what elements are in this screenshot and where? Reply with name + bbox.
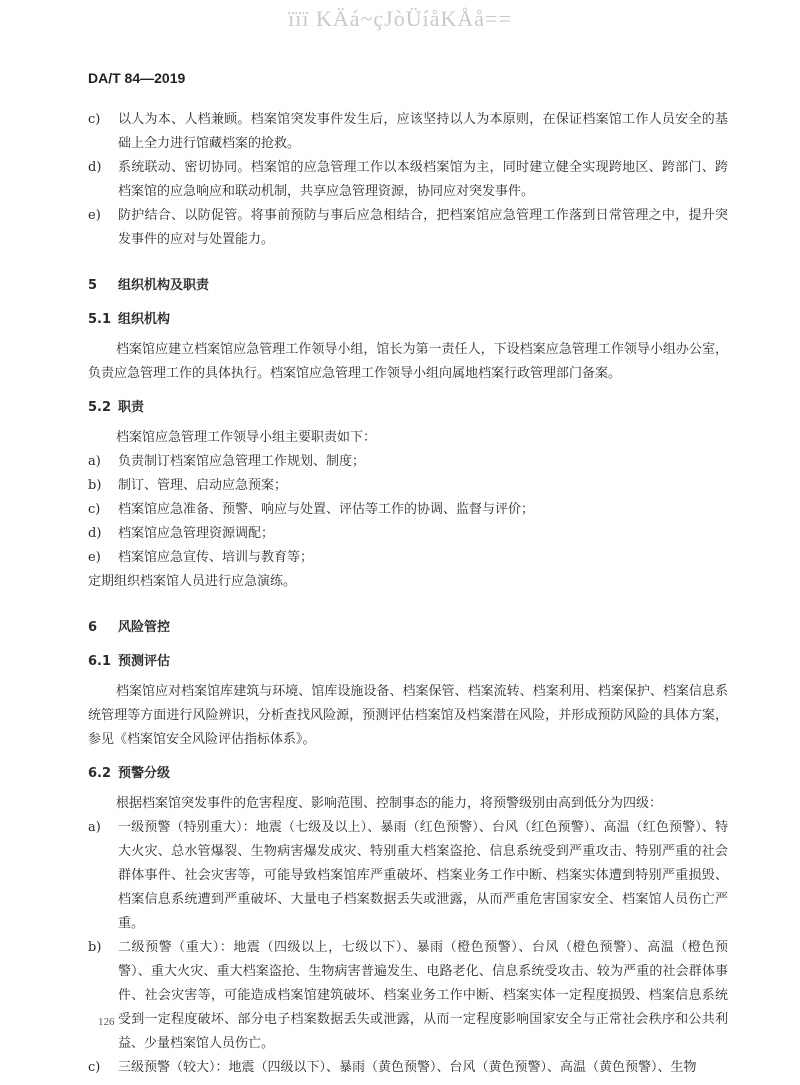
list-marker: a) xyxy=(88,820,101,835)
list-item xyxy=(88,498,728,522)
paragraph: 档案馆应对档案馆库建筑与环境、馆库设施设备、档案保管、档案流转、档案利用、档案保护、档案信息系统管理等方面进行风险辨识，分析查找风险源，预测评估档案馆及档案潜在风险，并形成预防风险的具体方案，参见《档案馆安全风险评估指标体系》。 xyxy=(88,684,728,747)
list-text: 档案馆应急宣传、培训与教育等； xyxy=(118,550,314,565)
list-item xyxy=(88,204,728,252)
list-text: 档案馆应急准备、预警、响应与处置、评估等工作的协调、监督与评价； xyxy=(118,502,535,517)
subsection-title: 预测评估 xyxy=(118,654,171,669)
paragraph: 根据档案馆突发事件的危害程度、影响范围、控制事态的能力，将预警级别由高到低分为四级： xyxy=(116,796,663,811)
paragraph: 档案馆应急管理工作领导小组主要职责如下： xyxy=(116,430,377,445)
list-text: 二级预警（重大）：地震（四级以上，七级以下）、暴雨（橙色预警）、台风（橙色预警）、高温（橙色预警）、重大火灾、重大档案盗抢、生物病害普遍发生、电路老化、信息系统受攻击、较为严重的社会群体事件、社会灾害等，可能造成档案馆建筑破坏、档案业务工作中断、档案实体一定程度损毁、档案信息系统受到一定程度破坏、部分电子档案数据丢失或泄露，从而一定程度影响国家安全与正常社会秩序和公共利益、少量档案馆人员伤亡。 xyxy=(118,940,728,1051)
list-marker: b) xyxy=(88,940,102,955)
subsection-heading xyxy=(88,396,728,420)
list-item xyxy=(88,156,728,204)
list-text: 一级预警（特别重大）：地震（七级及以上）、暴雨（红色预警）、台风（红色预警）、高温（红色预警）、特大火灾、总水管爆裂、生物病害爆发成灾、特别重大档案盗抢、信息系统受到严重攻击、特别严重的社会群体事件、社会灾害等，可能导致档案馆库严重破坏、档案业务工作中断、档案实体遭到特别严重损毁、档案信息系统遭到严重破坏、大量电子档案数据丢失或泄露，从而严重危害国家安全、档案馆人员伤亡严重。 xyxy=(118,820,728,931)
section-number: 5 xyxy=(88,278,98,293)
list-item xyxy=(88,936,728,1056)
subsection-title: 组织机构 xyxy=(118,312,171,327)
subsection-number: 5.2 xyxy=(88,400,112,415)
list-item xyxy=(88,816,728,936)
document-code: DA/T 84—2019 xyxy=(88,70,186,86)
section-title: 风险管控 xyxy=(118,620,171,635)
list-marker: e) xyxy=(88,208,101,223)
subsection-heading xyxy=(88,308,728,332)
section-number: 6 xyxy=(88,620,98,635)
section-heading xyxy=(88,274,728,298)
list-item xyxy=(88,1056,728,1080)
list-text: 系统联动、密切协同。档案馆的应急管理工作以本级档案馆为主，同时建立健全实现跨地区、跨部门、跨档案馆的应急响应和联动机制，共享应急管理资源，协同应对突发事件。 xyxy=(118,160,728,199)
section-heading xyxy=(88,616,728,640)
subsection-number: 6.1 xyxy=(88,654,112,669)
list-text: 档案馆应急管理资源调配； xyxy=(118,526,275,541)
subsection-title: 职责 xyxy=(118,400,145,415)
list-item xyxy=(88,522,728,546)
subsection-heading xyxy=(88,762,728,786)
section-title: 组织机构及职责 xyxy=(118,278,210,293)
list-marker: c) xyxy=(88,112,101,127)
page-content xyxy=(88,108,728,1080)
subsection-number: 5.1 xyxy=(88,312,112,327)
list-marker: d) xyxy=(88,160,102,175)
subsection-number: 6.2 xyxy=(88,766,112,781)
list-marker: a) xyxy=(88,454,101,469)
list-item xyxy=(88,546,728,570)
page-number: 126 xyxy=(98,1016,115,1028)
list-marker: c) xyxy=(88,1060,101,1075)
list-text: 制订、管理、启动应急预案； xyxy=(118,478,288,493)
list-text: 以人为本、人档兼顾。档案馆突发事件发生后，应该坚持以人为本原则，在保证档案馆工作人员安全的基础上全力进行馆藏档案的抢救。 xyxy=(118,112,728,151)
list-item xyxy=(88,474,728,498)
list-marker: b) xyxy=(88,478,102,493)
subsection-title: 预警分级 xyxy=(118,766,171,781)
list-marker: c) xyxy=(88,502,101,517)
list-marker: e) xyxy=(88,550,101,565)
list-item xyxy=(88,450,728,474)
list-text: 防护结合、以防促管。将事前预防与事后应急相结合，把档案馆应急管理工作落到日常管理之中，提升突发事件的应对与处置能力。 xyxy=(118,208,728,247)
list-item xyxy=(88,108,728,156)
list-text: 负责制订档案馆应急管理工作规划、制度； xyxy=(118,454,366,469)
list-text: 三级预警（较大）：地震（四级以下）、暴雨（黄色预警）、台风（黄色预警）、高温（黄色预警）、生物 xyxy=(118,1060,697,1075)
paragraph: 定期组织档案馆人员进行应急演练。 xyxy=(88,574,297,589)
subsection-heading xyxy=(88,650,728,674)
paragraph: 档案馆应建立档案馆应急管理工作领导小组，馆长为第一责任人，下设档案应急管理工作领导小组办公室，负责应急管理工作的具体执行。档案馆应急管理工作领导小组向属地档案行政管理部门备案。 xyxy=(88,342,728,381)
watermark: ïïï KÄá~çJòÜíåKÅå== xyxy=(288,6,512,31)
list-marker: d) xyxy=(88,526,102,541)
